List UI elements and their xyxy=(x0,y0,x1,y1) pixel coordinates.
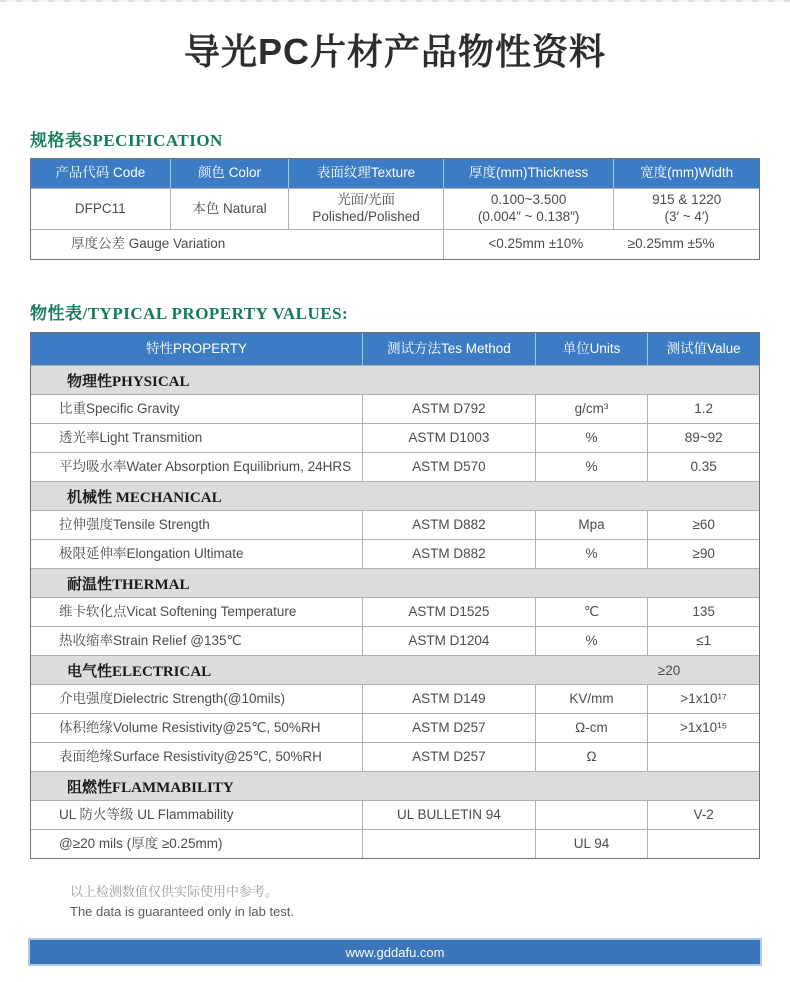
section-row-thermal xyxy=(31,568,759,597)
specification-heading: 规格表SPECIFICATION xyxy=(30,131,223,150)
table-row xyxy=(31,626,759,655)
property-name: 透光率Light Transmition xyxy=(59,429,203,445)
value: V-2 xyxy=(647,801,759,829)
section-value xyxy=(613,569,725,597)
disclaimer-note-en: The data is guaranteed only in lab test. xyxy=(70,904,295,919)
gauge-variation-values xyxy=(443,230,759,259)
section-title: 电气性ELECTRICAL xyxy=(67,663,212,680)
spec-header-row xyxy=(31,159,759,188)
section-title: 机械性 MECHANICAL xyxy=(67,489,222,506)
section-value xyxy=(613,482,725,510)
property-name: 维卡软化点Vicat Softening Temperature xyxy=(59,603,297,619)
test-method: ASTM D570 xyxy=(362,453,535,481)
unit: UL 94 xyxy=(535,830,648,858)
tolerance-thick-value: ≥0.25mm ±5% xyxy=(627,236,715,252)
property-name: 比重Specific Gravity xyxy=(59,400,180,416)
value: 0.35 xyxy=(647,453,759,481)
thickness-inch: (0.004″ ~ 0.138″) xyxy=(477,209,580,224)
section-title: 物理性PHYSICAL xyxy=(67,373,190,390)
width-mm: 915 & 1220 xyxy=(652,192,722,208)
value: ≥90 xyxy=(647,540,759,568)
value: ≤1 xyxy=(647,627,759,655)
property-header-row xyxy=(31,333,759,365)
test-method: ASTM D792 xyxy=(362,395,535,423)
unit: ℃ xyxy=(535,598,648,626)
property-name: 极限延伸率Elongation Ultimate xyxy=(59,545,244,561)
texture-line-cn: 光面/光面 xyxy=(337,192,395,208)
table-row xyxy=(31,394,759,423)
section-value xyxy=(613,772,725,800)
unit: % xyxy=(535,540,648,568)
section-value xyxy=(613,366,725,394)
prop-header-method: 测试方法Tes Method xyxy=(362,333,535,365)
test-method: ASTM D882 xyxy=(362,511,535,539)
test-method: ASTM D149 xyxy=(362,685,535,713)
unit: % xyxy=(535,453,648,481)
texture-cell xyxy=(288,189,443,229)
color-cell: 本色 Natural xyxy=(170,189,289,229)
prop-header-units: 单位Units xyxy=(535,333,648,365)
test-method: UL BULLETIN 94 xyxy=(362,801,535,829)
test-method: ASTM D882 xyxy=(362,540,535,568)
property-table xyxy=(30,332,760,859)
width-ft: (3′ ~ 4′) xyxy=(664,209,709,224)
test-method: ASTM D1003 xyxy=(362,424,535,452)
property-name: @≥20 mils (厚度 ≥0.25mm) xyxy=(59,835,223,851)
width-cell xyxy=(613,189,759,229)
tolerance-thin-value: <0.25mm ±10% xyxy=(488,236,584,252)
prop-header-value: 测试值Value xyxy=(647,333,759,365)
value: 89~92 xyxy=(647,424,759,452)
table-row xyxy=(31,829,759,858)
table-row xyxy=(31,423,759,452)
test-method: ASTM D257 xyxy=(362,714,535,742)
unit: Ω-cm xyxy=(535,714,648,742)
page-title: 导光PC片材产品物性资料 xyxy=(183,31,606,72)
texture-line-en: Polished/Polished xyxy=(312,209,420,224)
table-row xyxy=(31,713,759,742)
value: >1x10¹⁷ xyxy=(647,685,759,713)
table-row xyxy=(31,539,759,568)
property-values-heading: 物性表/TYPICAL PROPERTY VALUES: xyxy=(30,304,349,323)
section-title: 阻燃性FLAMMABILITY xyxy=(67,779,234,796)
test-method: ASTM D257 xyxy=(362,743,535,771)
website-link[interactable] xyxy=(28,938,762,966)
property-name: 热收缩率Strain Relief @135℃ xyxy=(59,632,242,648)
website-url-text: www.gddafu.com xyxy=(345,944,445,960)
value: 1.2 xyxy=(647,395,759,423)
unit: KV/mm xyxy=(535,685,648,713)
unit: Ω xyxy=(535,743,648,771)
value: >1x10¹⁵ xyxy=(647,714,759,742)
disclaimer-notes xyxy=(70,882,294,922)
value xyxy=(647,830,759,858)
table-row xyxy=(31,800,759,829)
spec-header-color: 颜色 Color xyxy=(170,159,289,188)
property-name: 表面绝缘Surface Resistivity@25℃, 50%RH xyxy=(59,748,322,764)
unit xyxy=(535,801,648,829)
section-value: ≥20 xyxy=(657,662,681,678)
property-name: 拉伸强度Tensile Strength xyxy=(59,516,210,532)
table-row xyxy=(31,229,759,259)
table-row xyxy=(31,742,759,771)
table-row xyxy=(31,452,759,481)
section-row-electrical xyxy=(31,655,759,684)
test-method: ASTM D1525 xyxy=(362,598,535,626)
gauge-variation-label: 厚度公差 Gauge Variation xyxy=(71,236,226,252)
spec-header-thickness: 厚度(mm)Thickness xyxy=(443,159,614,188)
spec-header-code: 产品代码 Code xyxy=(55,165,146,181)
unit: Mpa xyxy=(535,511,648,539)
thickness-mm: 0.100~3.500 xyxy=(490,192,567,208)
test-method: ASTM D1204 xyxy=(362,627,535,655)
value: ≥60 xyxy=(647,511,759,539)
spec-header-texture: 表面纹理Texture xyxy=(288,159,443,188)
table-row xyxy=(31,188,759,229)
property-name: UL 防火等级 UL Flammability xyxy=(59,806,234,822)
prop-header-property: 特性PROPERTY xyxy=(146,340,248,356)
table-row xyxy=(31,510,759,539)
unit: g/cm³ xyxy=(535,395,648,423)
section-row-flammability xyxy=(31,771,759,800)
product-code-cell: DFPC11 xyxy=(74,200,126,216)
table-row xyxy=(31,597,759,626)
top-edge-decoration xyxy=(0,0,790,2)
unit: % xyxy=(535,627,648,655)
spec-header-width: 宽度(mm)Width xyxy=(613,159,759,188)
table-row xyxy=(31,684,759,713)
property-name: 体积绝缘Volume Resistivity@25℃, 50%RH xyxy=(59,719,321,735)
disclaimer-note-cn: 以上检测数值仅供实际使用中参考。 xyxy=(70,884,279,899)
unit: % xyxy=(535,424,648,452)
section-title: 耐温性THERMAL xyxy=(67,576,190,593)
specification-table xyxy=(30,158,760,260)
value: 135 xyxy=(647,598,759,626)
property-name: 介电强度Dielectric Strength(@10mils) xyxy=(59,690,285,706)
section-row-mechanical xyxy=(31,481,759,510)
property-name: 平均吸水率Water Absorption Equilibrium, 24HRS xyxy=(59,458,352,474)
value xyxy=(647,743,759,771)
thickness-cell xyxy=(443,189,614,229)
section-row-physical xyxy=(31,365,759,394)
test-method xyxy=(362,830,535,858)
